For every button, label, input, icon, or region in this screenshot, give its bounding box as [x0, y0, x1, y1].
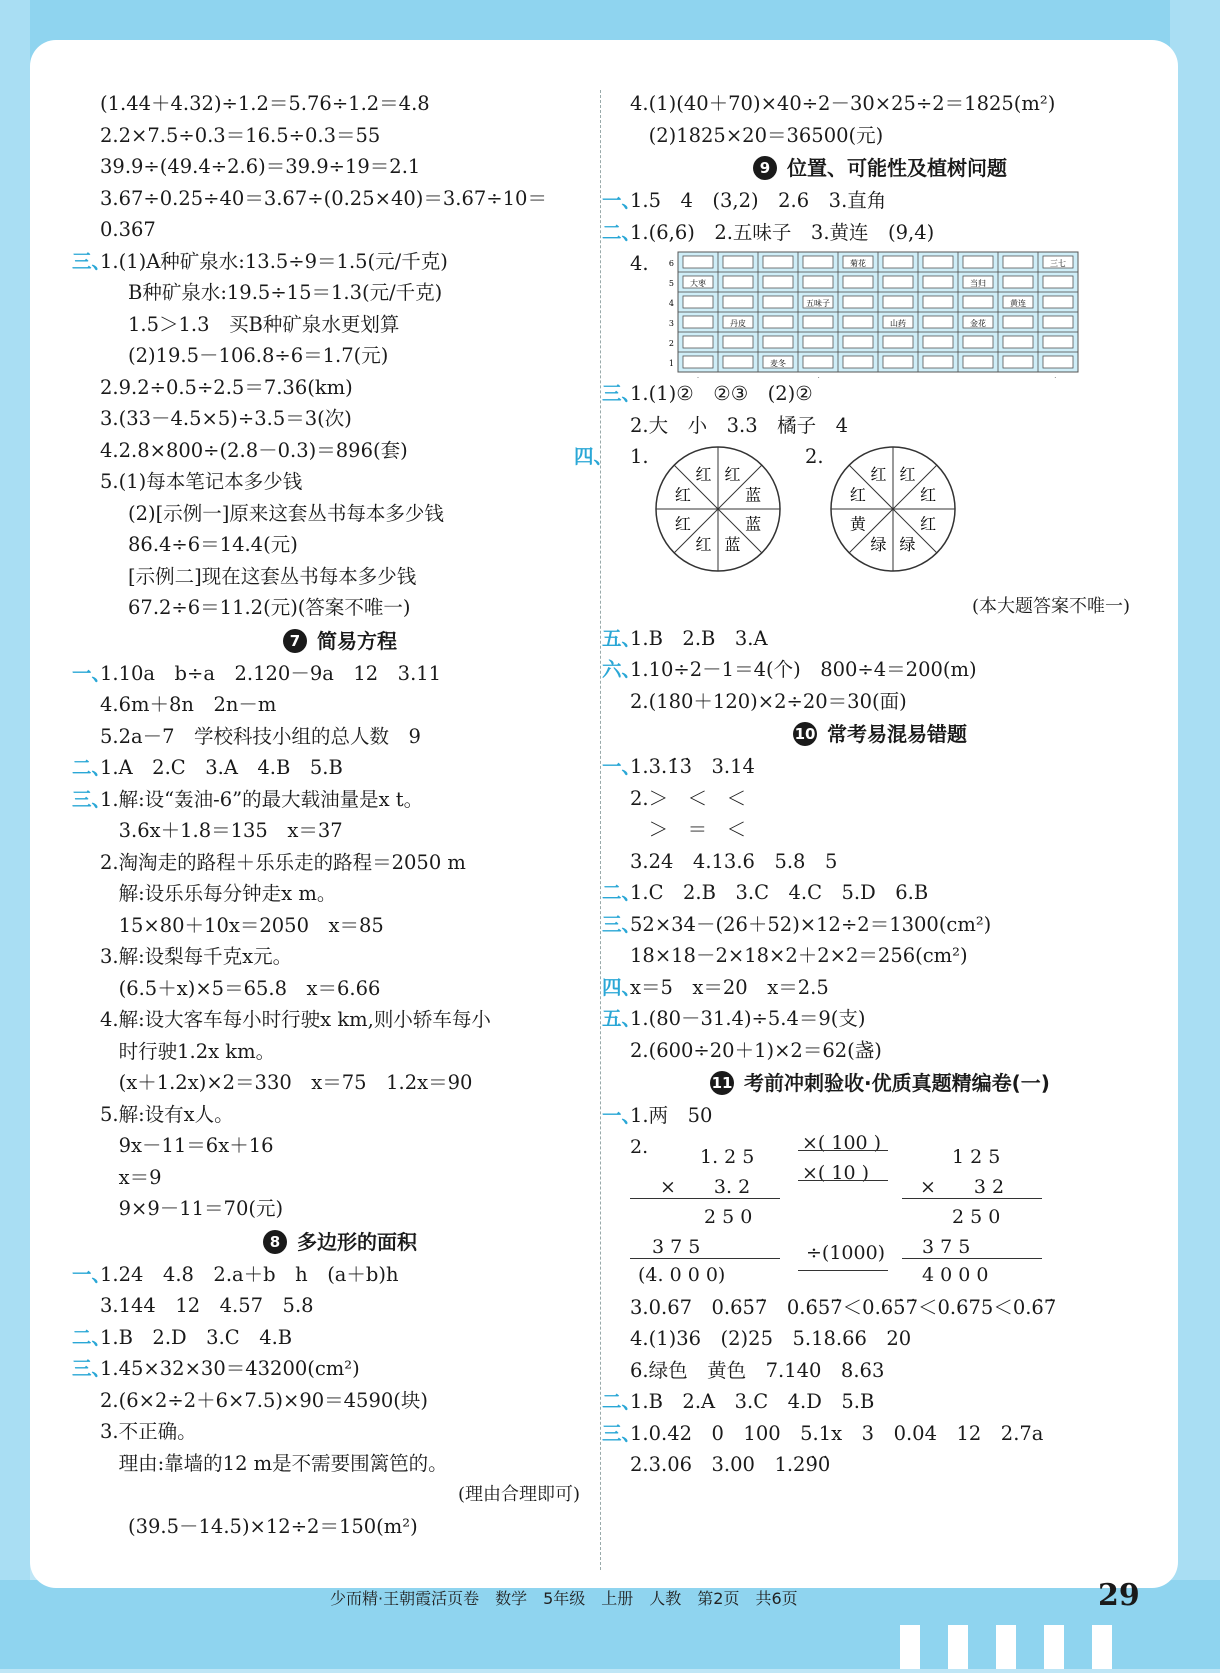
grid-slot	[883, 356, 913, 368]
grid-slot	[683, 356, 713, 368]
calc-line: 0.367	[100, 218, 156, 241]
grid-slot	[1003, 356, 1033, 368]
answer-line: (2)1825×20＝36500(元)	[630, 123, 884, 147]
calc-rule	[902, 1198, 1042, 1199]
section-mark: 二、	[72, 1325, 112, 1349]
wheel-sector-label: 红	[724, 464, 741, 484]
grid-x-label	[855, 377, 860, 378]
section-mark: 五、	[602, 626, 642, 650]
wheel-sector-label: 红	[849, 485, 866, 505]
grid-x-label	[1015, 377, 1020, 378]
answer-line: 4.2.8×800÷(2.8－0.3)＝896(套)	[100, 438, 408, 462]
answer-row	[100, 1193, 580, 1225]
grid-slot	[683, 316, 713, 328]
grid-slot	[843, 356, 873, 368]
grid-y-label: 6	[668, 259, 674, 268]
answer-row	[72, 1259, 580, 1291]
grid-slot	[1043, 336, 1073, 348]
answer-row	[630, 846, 1130, 878]
answer-row	[630, 1292, 1130, 1324]
wheel-sector-label: 蓝	[724, 535, 741, 555]
grid-slot	[923, 336, 953, 348]
answer-line: (39.5－14.5)×12÷2＝150(m²)	[128, 1514, 418, 1538]
answer-line: 1.(6,6) 2.五味子 3.黄连 (9,4)	[630, 220, 935, 244]
answer-line: 1.10÷2－1＝4(个) 800÷4＝200(m)	[630, 658, 977, 681]
answer-line: 1.(80－31.4)÷5.4＝9(支)	[630, 1007, 866, 1030]
grid-x-label	[935, 377, 940, 378]
vertical-calc: (4. 0 0 0)	[638, 1263, 726, 1286]
column-divider	[600, 90, 601, 1570]
grid-y-label: 5	[668, 279, 674, 288]
wheel-sector-label: 红	[695, 535, 712, 555]
question-number: 2.	[805, 445, 824, 468]
calc-rule	[902, 1258, 1042, 1259]
grid-slot	[1003, 276, 1033, 288]
section-number: 10	[793, 722, 817, 746]
grid-slot	[883, 296, 913, 308]
answer-line: 18×18－2×18×2＋2×2＝256(cm²)	[630, 944, 968, 967]
grid-slot	[883, 276, 913, 288]
calc-rule	[630, 1198, 780, 1199]
grid-slot	[1003, 336, 1033, 348]
grid-slot	[763, 316, 793, 328]
wheel-sector-label: 蓝	[745, 485, 762, 505]
answer-row	[602, 909, 1130, 941]
grid-slot	[1043, 296, 1073, 308]
answer-line: (2)[示例一]原来这套丛书每本多少钱	[128, 501, 444, 525]
vertical-calc: × 3. 2	[660, 1175, 751, 1198]
answer-line: 9×9－11＝70(元)	[100, 1197, 284, 1220]
answer-line: 5.2a－7 学校科技小组的总人数 9	[100, 724, 421, 748]
grid-slot	[763, 256, 793, 268]
answer-row	[630, 814, 1130, 846]
answer-row	[100, 1036, 580, 1068]
answer-line: 4.(1)(40＋70)×40÷2－30×25÷2＝1825(m²)	[630, 92, 1056, 115]
grid-x-label	[775, 377, 780, 378]
grid-slot	[723, 336, 753, 348]
answer-row	[630, 1355, 1130, 1387]
bar	[1092, 1625, 1112, 1669]
section-mark: 三、	[72, 787, 112, 811]
answer-line: 1.(1)A种矿泉水:13.5÷9＝1.5(元/千克)	[100, 249, 448, 273]
answer-row	[72, 1322, 580, 1354]
grid-y-label: 1	[668, 359, 674, 368]
grid-slot	[803, 336, 833, 348]
grid-slot	[1043, 276, 1073, 288]
grid-item-label: 黄连	[1010, 299, 1026, 308]
answer-line: (x＋1.2x)×2＝330 x＝75 1.2x＝90	[100, 1071, 473, 1094]
arrow-right	[798, 1150, 888, 1151]
section-mark: 二、	[602, 220, 642, 244]
answer-row	[100, 910, 580, 942]
question-number: 1.	[630, 445, 649, 468]
answer-line: 2.9.2÷0.5÷2.5＝7.36(km)	[100, 375, 353, 399]
answer-line: 1.B 2.D 3.C 4.B	[100, 1325, 293, 1349]
section-number: 7	[283, 629, 307, 653]
answer-line: 4.(1)36 (2)25 5.18.66 20	[630, 1327, 912, 1350]
answer-line: 1.5 4 (3,2) 2.6 3.直角	[630, 189, 887, 212]
grid-slot	[1043, 316, 1073, 328]
section-title-7	[100, 624, 580, 658]
grid-slot	[723, 276, 753, 288]
grid-item-label: 当归	[970, 279, 986, 288]
section-mark: 一、	[602, 1104, 642, 1127]
wheel-sector-label: 红	[920, 485, 937, 505]
section-mark: 四、	[574, 445, 614, 468]
answer-row	[72, 658, 580, 690]
grid-slot	[683, 336, 713, 348]
bottom-bars	[900, 1625, 1140, 1673]
grid-item-label: 三七	[1050, 259, 1066, 268]
calc-line: 3.67÷0.25÷40＝3.67÷(0.25×40)＝3.67÷10＝	[100, 186, 547, 210]
answer-row	[630, 940, 1130, 972]
grid-y-label: 3	[668, 319, 674, 328]
right-column	[574, 88, 1130, 1481]
grid-slot	[963, 336, 993, 348]
grid-slot	[883, 256, 913, 268]
answer-line: x＝9	[100, 1165, 162, 1189]
grid-slot	[923, 296, 953, 308]
answer-row	[630, 1449, 1130, 1481]
answer-row	[100, 1067, 580, 1099]
question-number: 2.	[630, 1135, 649, 1158]
page-number: 29	[1098, 1578, 1140, 1613]
answer-row	[72, 784, 580, 816]
section-mark: 一、	[602, 189, 642, 212]
grid-slot	[923, 276, 953, 288]
answer-line: 1.0.42 0 100 5.1x 3 0.04 12 2.7a	[630, 1421, 1044, 1445]
vertical-calc: 3 7 5	[652, 1235, 701, 1258]
grid-item-label: 山药	[890, 319, 906, 328]
grid-item-label: 丹皮	[730, 319, 746, 328]
spinner-wheel-1	[650, 441, 790, 581]
section-mark: 一、	[72, 661, 112, 685]
grid-slot	[803, 356, 833, 368]
answer-line: 解:设乐乐每分钟走x m。	[100, 882, 337, 905]
grid-slot	[803, 276, 833, 288]
answer-line: 3.(33－4.5×5)÷3.5＝3(次)	[100, 407, 352, 430]
answer-row	[100, 689, 580, 721]
grid-item-label: 金花	[970, 319, 986, 328]
wheel-sector-label: 黄	[849, 514, 866, 534]
grid-slot	[883, 336, 913, 348]
vertical-calc: × 3 2	[920, 1175, 1005, 1198]
answer-line: 1.24 4.8 2.a＋b h (a＋b)h	[100, 1262, 399, 1286]
answer-line: 2.大 小 3.3 橘子 4	[630, 413, 849, 437]
answer-row	[602, 751, 1130, 783]
answer-line: 2.＞ ＜ ＜	[630, 786, 747, 810]
answer-row	[100, 1004, 580, 1036]
grid-slot	[803, 256, 833, 268]
answer-row	[100, 721, 580, 753]
section-title-10	[630, 717, 1130, 751]
answer-row	[630, 1035, 1130, 1067]
section-title-8	[100, 1225, 580, 1259]
calc-rule	[630, 1258, 780, 1259]
grid-x-label	[815, 377, 820, 378]
answer-line: 3.解:设梨每千克x元。	[100, 945, 293, 968]
answer-row	[602, 1386, 1130, 1418]
answer-line: B种矿泉水:19.5÷15＝1.3(元/千克)	[128, 281, 443, 304]
grid-slot	[963, 356, 993, 368]
answer-line: 1.A 2.C 3.A 4.B 5.B	[100, 756, 343, 779]
answer-line: (2)19.5－106.8÷6＝1.7(元)	[128, 344, 389, 367]
section-mark: 二、	[602, 881, 642, 904]
answer-line: 86.4÷6＝14.4(元)	[128, 533, 298, 556]
grid-slot	[723, 256, 753, 268]
grid-item-label: 菊花	[850, 259, 866, 268]
grid-slot	[763, 276, 793, 288]
answer-row	[602, 972, 1130, 1004]
vertical-calc: 3 7 5	[922, 1235, 971, 1258]
grid-slot	[923, 316, 953, 328]
answer-line: 1.B 2.A 3.C 4.D 5.B	[630, 1390, 875, 1413]
arrow-left	[798, 1270, 888, 1271]
section-mark: 二、	[72, 756, 112, 779]
answer-line: 5.(1)每本笔记本多少钱	[100, 470, 303, 493]
answer-line: 1.B 2.B 3.A	[630, 626, 768, 650]
wheel-sector-label: 红	[695, 464, 712, 484]
section-title-9	[630, 151, 1130, 185]
answer-line: 理由:靠墙的12 m是不需要围篱笆的。	[100, 1451, 448, 1475]
section-mark: 六、	[602, 658, 642, 681]
note: (本大题答案不唯一)	[971, 596, 1130, 617]
answer-line: 2.淘淘走的路程＋乐乐走的路程＝2050 m	[100, 850, 466, 874]
vertical-calc: 1. 2 5	[700, 1145, 755, 1168]
vertical-calc: 2 5 0	[952, 1205, 1001, 1228]
operation-label: ×( 100 )	[802, 1131, 882, 1154]
answer-row	[602, 877, 1130, 909]
operation-label: ×( 10 )	[802, 1161, 870, 1184]
answer-line: 3.24 4.13.6 5.8 5	[630, 849, 838, 873]
answer-line: 2.(600÷20＋1)×2＝62(盏)	[630, 1038, 882, 1062]
grid-y-label: 4	[668, 299, 674, 308]
grid-x-label	[735, 377, 740, 378]
spinner-wheel-2	[825, 441, 965, 581]
answer-row	[100, 1416, 580, 1448]
answer-line: 15×80＋10x＝2050 x＝85	[100, 913, 384, 937]
section-mark: 一、	[602, 755, 642, 778]
grid-y-label: 2	[668, 339, 674, 348]
answer-row	[100, 1290, 580, 1322]
answer-line: 6.绿色 黄色 7.140 8.63	[630, 1358, 885, 1382]
wheel-sector-label: 绿	[899, 535, 916, 555]
answer-row	[602, 1418, 1130, 1450]
answer-row	[100, 1448, 580, 1480]
answer-line: 67.2÷6＝11.2(元)(答案不唯一)	[128, 596, 411, 619]
answer-row	[100, 973, 580, 1005]
arrow-right	[798, 1180, 888, 1181]
calc-line: 2.2×7.5÷0.3＝16.5÷0.3＝55	[100, 123, 381, 147]
wheel-sector-label: 红	[899, 464, 916, 484]
answer-line: (6.5＋x)×5＝65.8 x＝6.66	[100, 976, 381, 1000]
grid-item-label: 五味子	[806, 299, 830, 308]
grid-slot	[683, 296, 713, 308]
section-mark: 四、	[602, 975, 642, 999]
grid-x-label	[975, 377, 980, 378]
answer-line: 1.3.1̇3̇ 3.14̇	[630, 755, 755, 778]
answer-row	[100, 941, 580, 973]
grid-item-label: 麦冬	[770, 359, 786, 368]
vertical-calc: 4 0 0 0	[922, 1263, 989, 1286]
bar	[1044, 1625, 1064, 1669]
grid-chart	[664, 248, 1084, 378]
answer-row	[100, 1385, 580, 1417]
section-mark: 二、	[602, 1390, 642, 1413]
answer-line: 4.6m＋8n 2n－m	[100, 693, 277, 716]
bar	[996, 1625, 1016, 1669]
grid-slot	[723, 356, 753, 368]
answer-line: x＝5 x＝20 x＝2.5	[630, 975, 829, 999]
grid-item-label: 大枣	[690, 279, 706, 288]
grid-slot	[1043, 356, 1073, 368]
answer-line: 1.两 50	[630, 1104, 713, 1127]
section-title-text: 简易方程	[317, 628, 397, 653]
calc-line: 39.9÷(49.4÷2.6)＝39.9÷19＝2.1	[100, 155, 421, 178]
wheel-sector-label: 红	[870, 464, 887, 484]
section-number: 9	[753, 156, 777, 180]
answer-row	[100, 847, 580, 879]
answer-line: 1.10a b÷a 2.120－9a 12 3.11	[100, 661, 442, 685]
wheel-sector-label: 绿	[870, 535, 887, 555]
grid-slot	[1003, 256, 1033, 268]
wheel-sector-label: 蓝	[745, 514, 762, 534]
answer-line: ＞ ＝ ＜	[630, 818, 747, 841]
section-title-text: 位置、可能性及植树问题	[787, 156, 1007, 180]
answer-row	[630, 783, 1130, 815]
spinner-row	[574, 441, 1130, 591]
answer-line: 3.6x＋1.8＝135 x＝37	[100, 819, 343, 842]
answer-line: 1.C 2.B 3.C 4.C 5.D 6.B	[630, 881, 929, 904]
answer-line: 1.解:设“轰油-6”的最大载油量是x t。	[100, 787, 424, 811]
section-mark: 三、	[602, 1421, 642, 1445]
answer-row	[100, 878, 580, 910]
section-mark: 三、	[72, 249, 112, 273]
answer-line: 2.(6×2÷2＋6×7.5)×90＝4590(块)	[100, 1388, 428, 1412]
answer-line: 5.解:设有x人。	[100, 1102, 234, 1126]
grid-slot	[923, 356, 953, 368]
answer-line: 3.144 12 4.57 5.8	[100, 1294, 314, 1317]
answer-line: 3.不正确。	[100, 1420, 197, 1443]
section-mark: 三、	[72, 1357, 112, 1380]
calc-line: (1.44＋4.32)÷1.2＝5.76÷1.2＝4.8	[100, 92, 430, 115]
operation-label: ÷(1000)	[806, 1241, 886, 1264]
multiplication-diagram	[630, 1132, 1130, 1292]
answer-row	[630, 1323, 1130, 1355]
answer-line: 1.5＞1.3 买B种矿泉水更划算	[128, 312, 400, 336]
grid-slot	[843, 276, 873, 288]
section-title-text: 考前冲刺验收·优质真题精编卷(一)	[744, 1071, 1050, 1095]
wheel-sector-label: 红	[674, 514, 691, 534]
answer-line: [示例二]现在这套丛书每本多少钱	[128, 564, 417, 588]
answer-line: 1.45×32×30＝43200(cm²)	[100, 1357, 360, 1380]
grid-slot	[843, 296, 873, 308]
answer-row	[100, 1162, 580, 1194]
left-column	[72, 88, 580, 1542]
answer-row	[602, 1003, 1130, 1035]
grid-slot	[1003, 316, 1033, 328]
bar	[948, 1625, 968, 1669]
answer-line: 时行驶1.2x km。	[100, 1039, 276, 1063]
grid-slot	[843, 336, 873, 348]
grid-slot	[963, 296, 993, 308]
footer: 少而精·王朝霞活页卷 数学 5年级 上册 人教 第2页 共6页	[330, 1589, 798, 1608]
question-number: 4.	[630, 252, 649, 275]
section-mark: 一、	[72, 1262, 112, 1286]
answer-line: 2.3.06 3.00 1.29̇0̇	[630, 1453, 831, 1476]
position-grid	[630, 248, 1130, 378]
grid-x-label	[695, 377, 700, 378]
grid-slot	[763, 296, 793, 308]
answer-line: 1.(1)② ②③ (2)②	[630, 382, 813, 405]
vertical-calc: 2 5 0	[704, 1205, 753, 1228]
answer-row	[100, 1130, 580, 1162]
answer-line: 52×34－(26＋52)×12÷2＝1300(cm²)	[630, 912, 992, 936]
section-mark: 三、	[602, 912, 642, 936]
wheel-sector-label: 红	[674, 485, 691, 505]
answer-line: 9x－11＝6x＋16	[100, 1134, 274, 1157]
grid-slot	[723, 296, 753, 308]
answer-row	[100, 815, 580, 847]
section-mark: 五、	[602, 1007, 642, 1030]
grid-slot	[923, 256, 953, 268]
section-title-text: 常考易混易错题	[827, 722, 967, 746]
section-title-text: 多边形的面积	[297, 1229, 417, 1254]
grid-slot	[963, 256, 993, 268]
answer-row	[72, 752, 580, 784]
section-mark: 三、	[602, 382, 642, 405]
answer-line: 4.解:设大客车每小时行驶x km,则小轿车每小	[100, 1008, 491, 1031]
answer-line: 3.0.67 0.65̇7̇ 0.6̇57̇＜0.65̇7̇＜0.675＜0.6̇7̇	[630, 1295, 1057, 1319]
answer-line: 2.(180＋120)×2÷20＝30(面)	[630, 689, 907, 713]
vertical-calc: 1 2 5	[952, 1145, 1001, 1168]
answer-row	[100, 1099, 580, 1131]
grid-slot	[763, 336, 793, 348]
grid-slot	[843, 316, 873, 328]
answer-row	[72, 1353, 580, 1385]
bar	[900, 1625, 920, 1669]
grid-slot	[683, 256, 713, 268]
section-number: 11	[710, 1071, 734, 1095]
left-frame	[0, 0, 30, 1669]
wheel-sector-label: 红	[920, 514, 937, 534]
grid-slot	[803, 316, 833, 328]
note: (理由合理即可)	[457, 1484, 580, 1505]
section-title-11	[630, 1066, 1130, 1100]
section-number: 8	[263, 1230, 287, 1254]
grid-x-label	[1053, 377, 1063, 378]
grid-x-label	[895, 377, 900, 378]
